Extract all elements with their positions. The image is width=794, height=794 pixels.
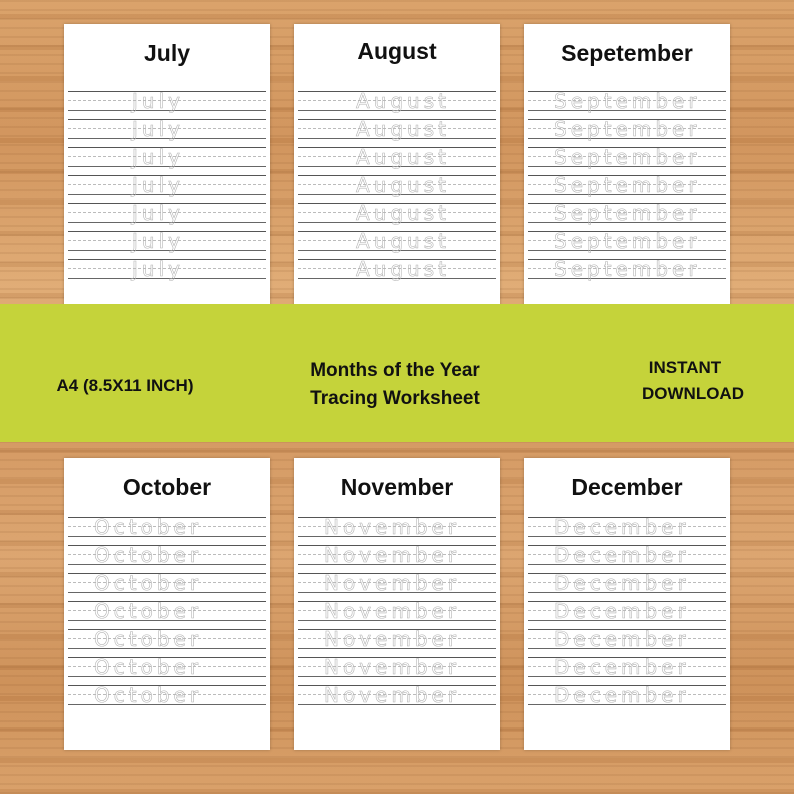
instant-download-line2: DOWNLOAD — [642, 384, 744, 403]
tracing-row — [298, 255, 496, 283]
tracing-row — [298, 115, 496, 143]
tracing-row — [528, 199, 726, 227]
tracing-row — [298, 681, 496, 709]
tracing-row — [68, 171, 266, 199]
trace-word: August — [356, 173, 450, 197]
tracing-row — [68, 199, 266, 227]
tracing-row — [298, 199, 496, 227]
tracing-rows — [528, 87, 726, 283]
trace-word: September — [554, 257, 701, 281]
tracing-row — [528, 171, 726, 199]
trace-word: November — [324, 515, 461, 539]
tracing-row — [298, 625, 496, 653]
tracing-row — [298, 653, 496, 681]
trace-word: October — [94, 515, 203, 539]
tracing-row — [68, 653, 266, 681]
trace-word: November — [324, 655, 461, 679]
tracing-row — [298, 143, 496, 171]
promo-banner — [0, 304, 794, 442]
tracing-row — [68, 143, 266, 171]
tracing-row — [528, 143, 726, 171]
tracing-row — [528, 227, 726, 255]
trace-word: October — [94, 543, 203, 567]
trace-word: September — [554, 89, 701, 113]
trace-word: August — [356, 117, 450, 141]
trace-word: December — [554, 683, 690, 707]
trace-word: July — [132, 173, 184, 197]
tracing-rows — [68, 513, 266, 709]
tracing-row — [528, 541, 726, 569]
trace-word: December — [554, 655, 690, 679]
trace-word: December — [554, 599, 690, 623]
worksheet-october — [64, 458, 270, 750]
trace-word: September — [554, 201, 701, 225]
tracing-row — [68, 569, 266, 597]
trace-word: September — [554, 229, 701, 253]
worksheet-august — [294, 24, 500, 316]
trace-word: October — [94, 599, 203, 623]
tracing-row — [298, 597, 496, 625]
trace-word: July — [132, 201, 184, 225]
instant-download-line1: INSTANT — [648, 358, 722, 377]
worksheet-title: Sepetember — [561, 40, 693, 66]
tracing-row — [298, 569, 496, 597]
trace-word: October — [94, 627, 203, 651]
trace-word: August — [356, 257, 450, 281]
tracing-row — [528, 569, 726, 597]
tracing-row — [298, 171, 496, 199]
trace-word: November — [324, 571, 461, 595]
tracing-row — [528, 87, 726, 115]
trace-word: November — [324, 683, 461, 707]
trace-word: July — [132, 229, 184, 253]
tracing-row — [298, 227, 496, 255]
trace-word: July — [132, 257, 184, 281]
trace-word: October — [94, 683, 203, 707]
tracing-row — [528, 115, 726, 143]
tracing-row — [298, 513, 496, 541]
worksheet-title: November — [340, 474, 454, 500]
product-title-line2: Tracing Worksheet — [310, 388, 480, 409]
worksheet-november — [294, 458, 500, 750]
trace-word: July — [132, 117, 184, 141]
trace-word: September — [554, 173, 701, 197]
tracing-rows — [298, 87, 496, 283]
tracing-row — [68, 227, 266, 255]
trace-word: December — [554, 571, 690, 595]
trace-word: October — [94, 655, 203, 679]
trace-word: November — [324, 543, 461, 567]
tracing-rows — [298, 513, 496, 709]
tracing-row — [528, 597, 726, 625]
trace-word: September — [554, 117, 701, 141]
tracing-row — [68, 597, 266, 625]
worksheet-title: December — [571, 474, 683, 500]
tracing-row — [528, 681, 726, 709]
trace-word: August — [356, 201, 450, 225]
worksheet-july — [64, 24, 270, 316]
worksheet-title: October — [122, 474, 212, 500]
tracing-row — [68, 115, 266, 143]
tracing-row — [68, 87, 266, 115]
tracing-row — [528, 653, 726, 681]
tracing-row — [68, 255, 266, 283]
format-label: A4 (8.5X11 INCH) — [56, 376, 194, 395]
tracing-row — [68, 625, 266, 653]
trace-word: October — [94, 571, 203, 595]
tracing-row — [68, 681, 266, 709]
trace-word: December — [554, 515, 690, 539]
tracing-row — [298, 541, 496, 569]
tracing-row — [528, 255, 726, 283]
trace-word: December — [554, 627, 690, 651]
worksheet-september — [524, 24, 730, 316]
worksheet-title: August — [357, 38, 437, 64]
trace-word: September — [554, 145, 701, 169]
trace-word: November — [324, 627, 461, 651]
tracing-row — [68, 513, 266, 541]
tracing-rows — [68, 87, 266, 283]
trace-word: August — [356, 145, 450, 169]
tracing-row — [528, 513, 726, 541]
product-title-line1: Months of the Year — [310, 360, 480, 381]
worksheet-title: July — [143, 40, 191, 66]
trace-word: July — [132, 145, 184, 169]
tracing-row — [298, 87, 496, 115]
trace-word: August — [356, 89, 450, 113]
worksheet-december — [524, 458, 730, 750]
trace-word: December — [554, 543, 690, 567]
trace-word: July — [132, 89, 184, 113]
tracing-row — [68, 541, 266, 569]
tracing-row — [528, 625, 726, 653]
tracing-rows — [528, 513, 726, 709]
trace-word: August — [356, 229, 450, 253]
trace-word: November — [324, 599, 461, 623]
